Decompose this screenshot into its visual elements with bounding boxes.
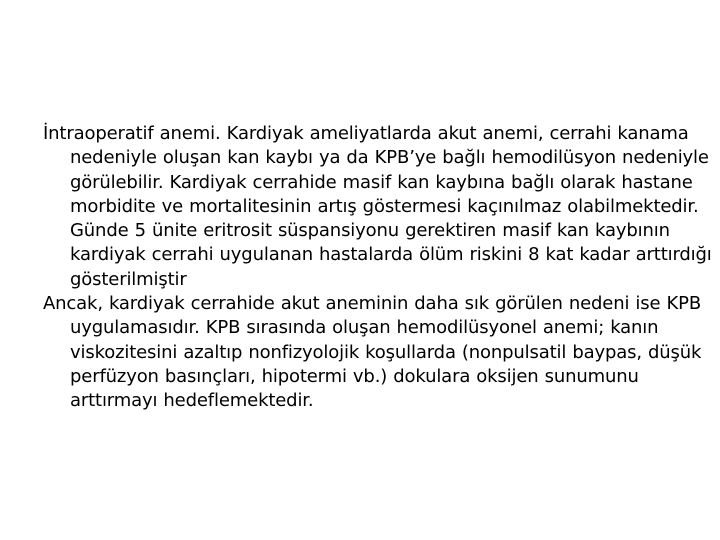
paragraph-intraoperative-anemia: İntraoperatif anemi. Kardiyak ameliyatlarda akut anemi, cerrahi kanama nedeniyle oluşan kan kaybı ya da KPB’ye bağlı hemodilüsyon nedeniyle görülebilir. Kardiyak cerrahide masif kan kaybına bağlı olarak hastane morbidite ve mortalitesinin artış göstermesi kaçınılmaz olabilmektedir. Günde 5 ünite eritrosit süspansiyonu gerektiren masif kan kaybının kardiyak cerrahi uygulanan hastalarda ölüm riskini 8 kat kadar arttırdığı gösterilmiştir — [43, 123, 712, 290]
body-text — [43, 122, 715, 414]
paragraph-cpb-hemodilution: Ancak, kardiyak cerrahide akut aneminin daha sık görülen nedeni ise KPB uygulamasıdır. KPB sırasında oluşan hemodilüsyonel anemi; kanın viskozitesini azaltıp nonfizyolojik koşullarda (nonpulsatil baypas, düşük perfüzyon basınçları, hipotermi vb.) dokulara oksijen sunumunu arttırmayı hedeflemektedir. — [43, 293, 702, 412]
